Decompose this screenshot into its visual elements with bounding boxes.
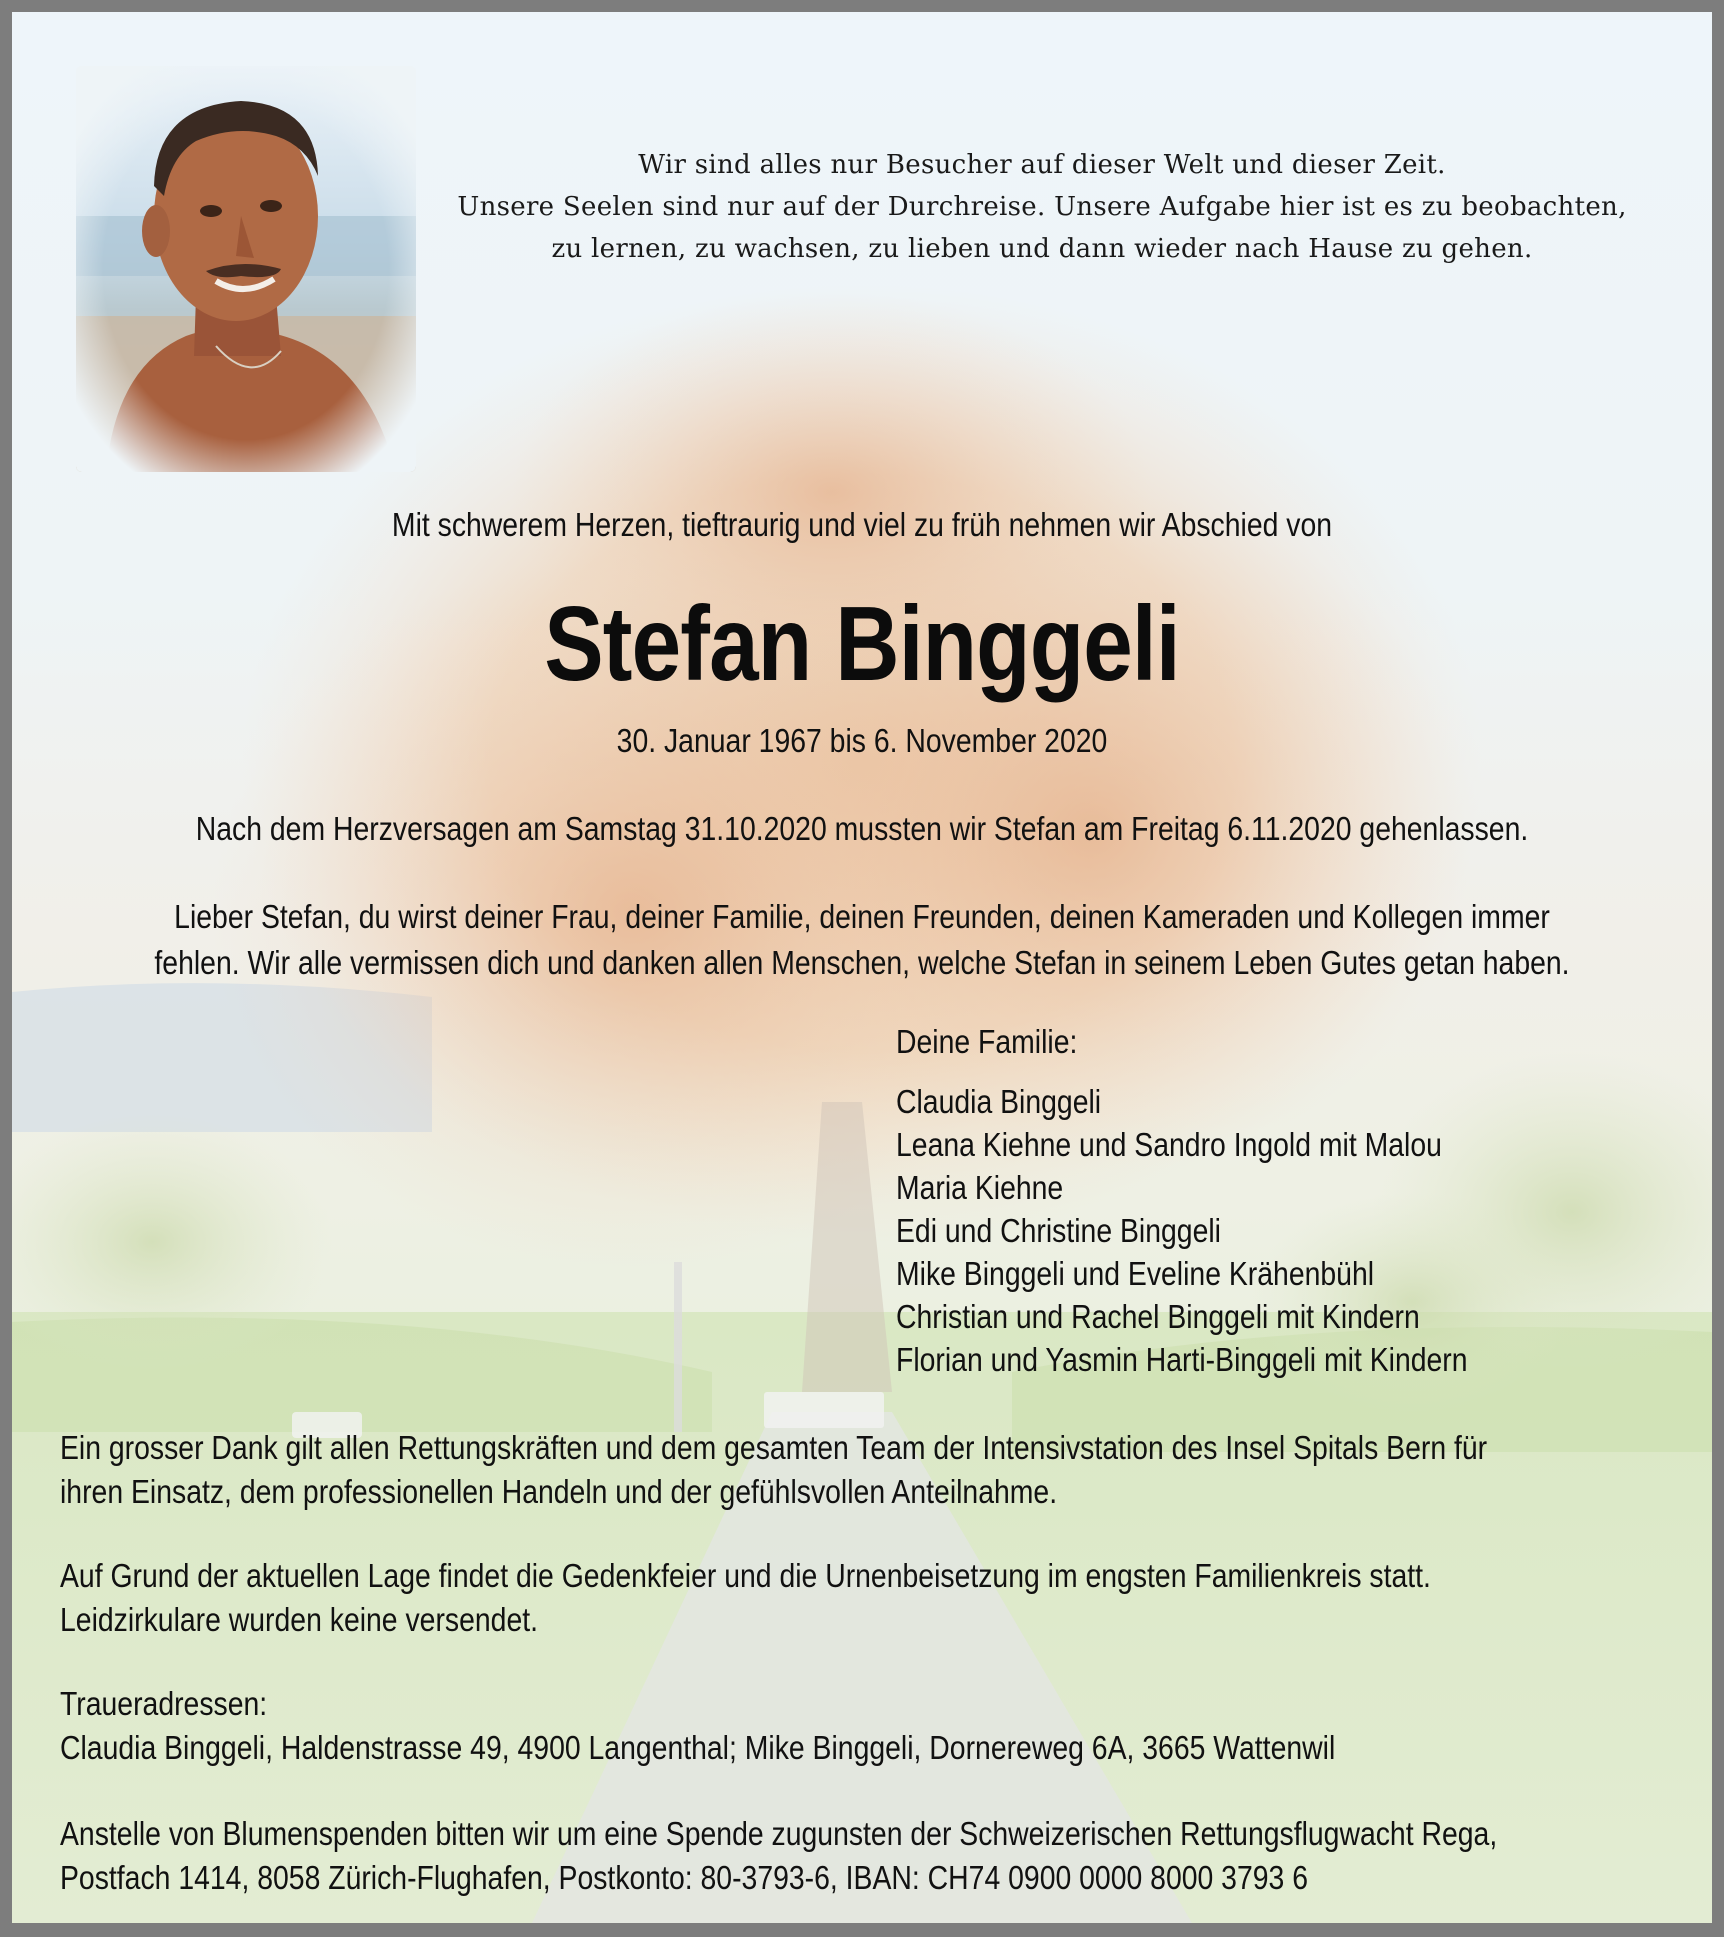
thanks-line: Ein grosser Dank gilt allen Rettungskräften und dem gesamten Team der Intensivstation des Insel Spitals Bern für — [60, 1429, 1488, 1466]
obituary-page — [12, 12, 1712, 1923]
donation-line: Anstelle von Blumenspenden bitten wir um eine Spende zugunsten der Schweizerischen Rettungsflugwacht Rega, — [60, 1815, 1498, 1852]
quote-line: zu lernen, zu wachsen, zu lieben und dann wieder nach Hause zu gehen. — [551, 234, 1533, 264]
family-member: Leana Kiehne und Sandro Ingold mit Malou — [896, 1126, 1442, 1163]
farewell-paragraph — [131, 894, 1593, 986]
addresses-label: Traueradressen: — [60, 1685, 268, 1722]
ceremony-paragraph — [60, 1554, 1431, 1642]
farewell-line: Lieber Stefan, du wirst deiner Frau, deiner Familie, deinen Freunden, deinen Kameraden und Kollegen immer — [174, 898, 1550, 935]
farewell-line: fehlen. Wir alle vermissen dich und danken allen Menschen, welche Stefan in seinem Leben Gutes getan haben. — [154, 944, 1570, 981]
family-list — [896, 1020, 1468, 1381]
donation-paragraph — [60, 1812, 1497, 1900]
ceremony-line: Leidzirkulare wurden keine versendet. — [60, 1601, 538, 1638]
addresses-line: Claudia Binggeli, Haldenstrasse 49, 4900 Langenthal; Mike Binggeli, Dornereweg 6A, 3665 Wattenwil — [60, 1729, 1336, 1766]
family-member: Florian und Yasmin Harti-Binggeli mit Kindern — [896, 1341, 1468, 1378]
cause-of-death-text: Nach dem Herzversagen am Samstag 31.10.2020 mussten wir Stefan am Freitag 6.11.2020 gehenlassen. — [195, 810, 1529, 847]
ceremony-line: Auf Grund der aktuellen Lage findet die Gedenkfeier und die Urnenbeisetzung im engsten Familienkreis statt. — [60, 1557, 1431, 1594]
opening-quote — [392, 144, 1692, 270]
family-member: Maria Kiehne — [896, 1169, 1064, 1206]
family-member: Christian und Rachel Binggeli mit Kindern — [896, 1298, 1420, 1335]
portrait-photo — [76, 66, 416, 472]
donation-line: Postfach 1414, 8058 Zürich-Flughafen, Postkonto: 80-3793-6, IBAN: CH74 0900 0000 8000 3793 6 — [60, 1859, 1308, 1896]
thanks-line: ihren Einsatz, dem professionellen Handeln und der gefühlsvollen Anteilnahme. — [60, 1473, 1058, 1510]
family-member: Claudia Binggeli — [896, 1083, 1102, 1120]
family-label: Deine Familie: — [896, 1023, 1078, 1060]
thanks-paragraph — [60, 1426, 1487, 1514]
deceased-name: Stefan Binggeli — [544, 585, 1180, 703]
quote-line: Wir sind alles nur Besucher auf dieser Welt und dieser Zeit. — [638, 150, 1446, 180]
mourning-addresses — [60, 1682, 1335, 1770]
quote-line: Unsere Seelen sind nur auf der Durchreise. Unsere Aufgabe hier ist es zu beobachten, — [457, 192, 1627, 222]
intro-line: Mit schwerem Herzen, tieftraurig und viel zu früh nehmen wir Abschied von — [391, 506, 1333, 543]
family-member: Mike Binggeli und Eveline Krähenbühl — [896, 1255, 1375, 1292]
life-dates: 30. Januar 1967 bis 6. November 2020 — [616, 722, 1108, 759]
family-member: Edi und Christine Binggeli — [896, 1212, 1221, 1249]
